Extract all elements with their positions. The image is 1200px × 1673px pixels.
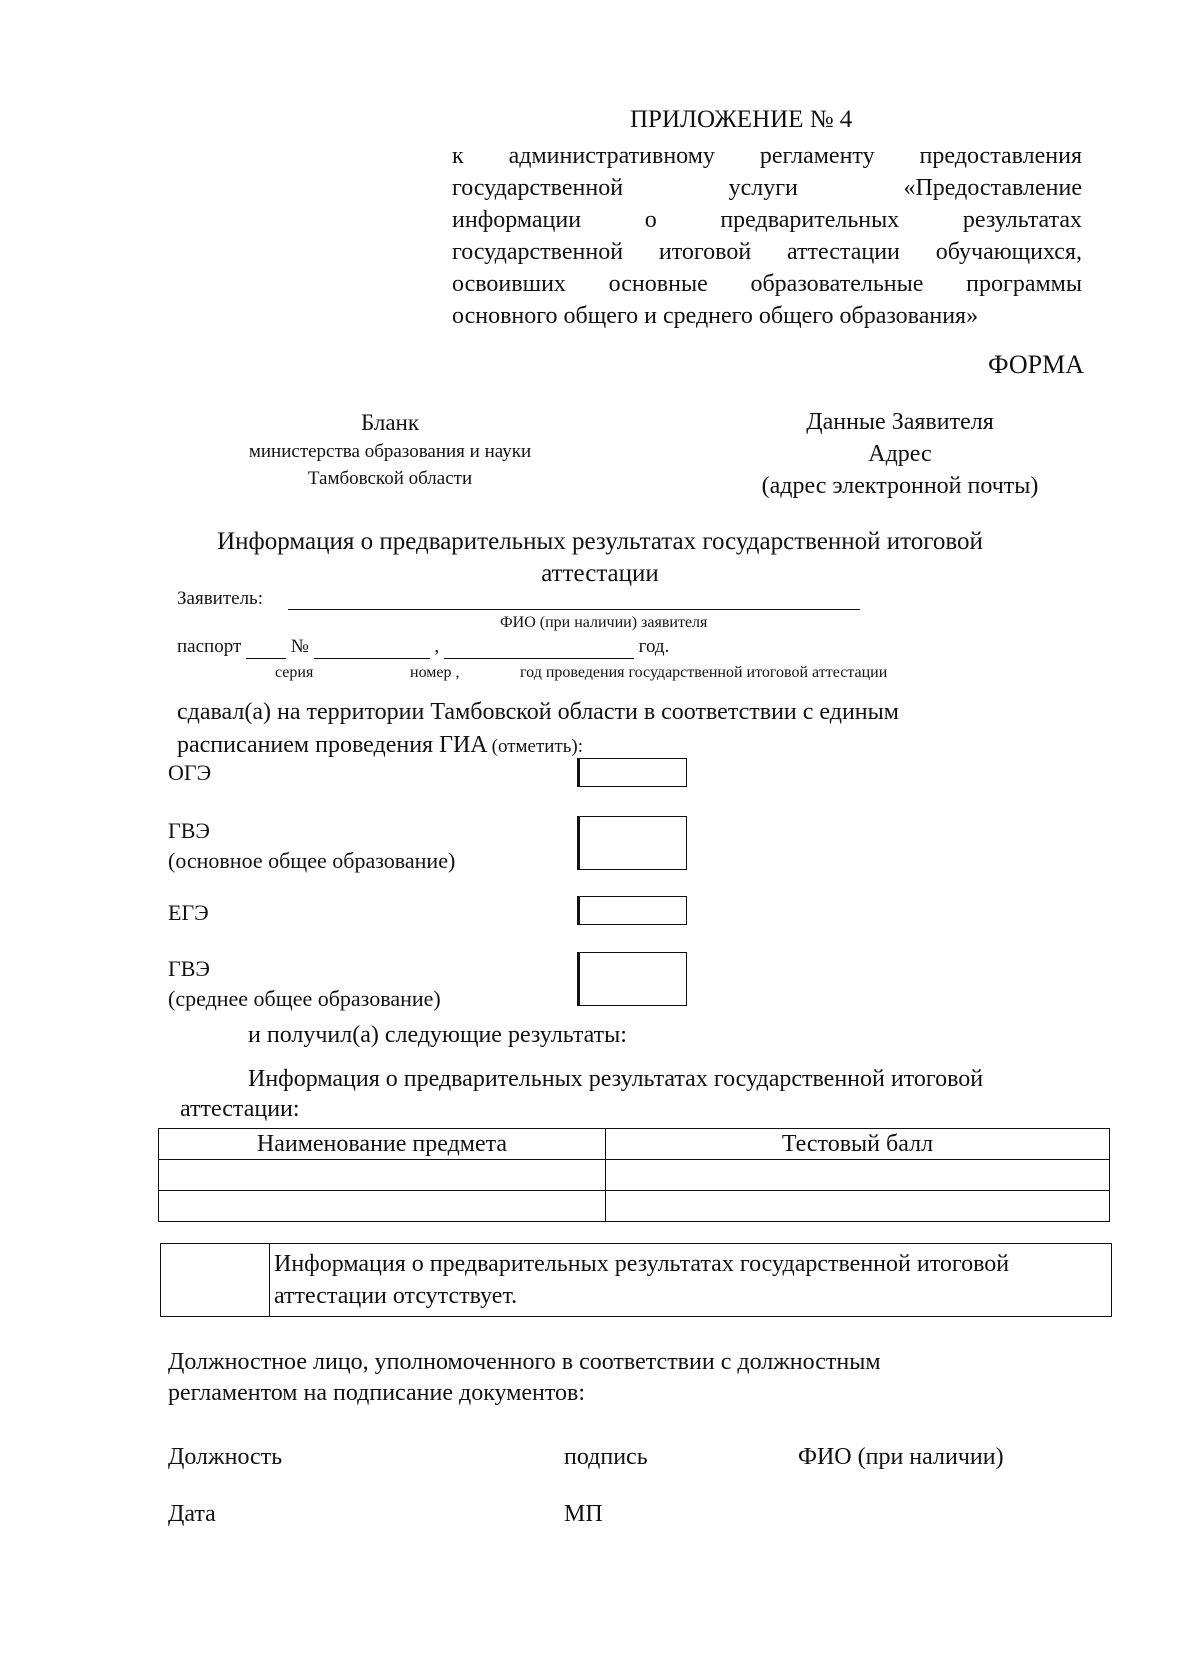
date-label: Дата: [168, 1501, 216, 1527]
appendix-line: государственной услуги «Предоставление: [452, 175, 1082, 201]
absent-text-cell: [270, 1244, 1112, 1317]
results-intro-line1: Информация о предварительных результатах государственной итоговой: [248, 1066, 984, 1092]
applicant-fio-caption: ФИО (при наличии) заявителя: [500, 614, 708, 631]
appendix-title: ПРИЛОЖЕНИЕ № 4: [630, 106, 853, 133]
official-line1: Должностное лицо, уполномоченного в соответствии с должностным: [168, 1349, 881, 1375]
ege-checkbox[interactable]: [577, 896, 687, 925]
caption-year: год проведения государственной итоговой аттестации: [520, 664, 888, 681]
exam-option-label: ГВЭ: [168, 956, 210, 981]
score-cell[interactable]: [605, 1191, 1109, 1222]
results-table: [158, 1128, 1110, 1222]
letterhead-title: Бланк: [360, 410, 420, 435]
exam-year-field[interactable]: [444, 636, 634, 659]
exam-option-sub: (среднее общее образование): [168, 986, 441, 1011]
form-label: ФОРМА: [988, 350, 1084, 379]
gve-basic-checkbox[interactable]: [577, 816, 687, 870]
absent-results-table: [160, 1243, 1112, 1317]
appendix-line: государственной итоговой аттестации обучающихся,: [452, 239, 1082, 265]
signature-label: подпись: [564, 1444, 648, 1470]
applicant-data-block: [700, 406, 1100, 502]
passport-comma: ,: [434, 636, 440, 657]
subject-cell[interactable]: [159, 1191, 606, 1222]
column-header-subject: Наименование предмета: [159, 1129, 606, 1160]
exam-intro-main: расписанием проведения ГИА: [177, 732, 488, 758]
letterhead-line: Тамбовской области: [307, 468, 473, 489]
stamp-label: МП: [564, 1501, 603, 1527]
letterhead-line: министерства образования и науки: [248, 441, 532, 462]
exam-option-label: ЕГЭ: [168, 900, 209, 925]
exam-option-label: ОГЭ: [168, 760, 212, 785]
appendix-line: освоивших основные образовательные программы: [452, 271, 1082, 297]
passport-row: [177, 636, 669, 659]
table-row: [159, 1191, 1110, 1222]
results-intro-line2: аттестации:: [180, 1096, 300, 1122]
absent-text-line: Информация о предварительных результатах государственной итоговой: [274, 1251, 1010, 1277]
caption-number: номер ,: [410, 664, 460, 681]
table-header-row: [159, 1129, 1110, 1160]
applicant-label: Заявитель:: [177, 588, 263, 609]
exam-option-oge: [168, 758, 211, 788]
exam-option-sub: (основное общее образование): [168, 848, 456, 873]
exam-intro-line1: сдавал(а) на территории Тамбовской области в соответствии с единым: [177, 699, 899, 725]
absent-checkbox-cell[interactable]: [161, 1244, 270, 1317]
exam-option-gve-basic: [168, 816, 455, 876]
passport-number-field[interactable]: [314, 636, 430, 659]
received-text: и получил(а) следующие результаты:: [248, 1022, 627, 1048]
applicant-email: (адрес электронной почты): [761, 473, 1039, 499]
applicant-fio-line[interactable]: [288, 609, 860, 610]
appendix-line: основного общего и среднего общего образования»: [452, 303, 979, 329]
absent-text-line: аттестации отсутствует.: [274, 1283, 518, 1309]
table-row: [161, 1244, 1112, 1317]
gve-secondary-checkbox[interactable]: [577, 952, 687, 1006]
letterhead-block: [190, 408, 590, 492]
passport-year-suffix: год.: [638, 636, 670, 657]
exam-intro-line2: [177, 732, 583, 759]
column-header-score: Тестовый балл: [605, 1129, 1109, 1160]
exam-option-gve-secondary: [168, 954, 441, 1014]
subject-cell[interactable]: [159, 1160, 606, 1191]
appendix-line: информации о предварительных результатах: [452, 207, 1082, 233]
passport-number-sign: №: [290, 636, 309, 657]
exam-option-label: ГВЭ: [168, 818, 210, 843]
appendix-description: [452, 140, 1082, 332]
table-row: [159, 1160, 1110, 1191]
caption-series: серия: [275, 664, 314, 681]
applicant-data-title: Данные Заявителя: [806, 409, 994, 435]
official-line2: регламентом на подписание документов:: [168, 1380, 586, 1406]
fio-label: ФИО (при наличии): [798, 1444, 1004, 1470]
passport-series-field[interactable]: [246, 636, 286, 659]
position-label: Должность: [168, 1444, 283, 1470]
appendix-line: к административному регламенту предоставления: [452, 143, 1082, 169]
document-title: Информация о предварительных результатах государственной итоговой аттестации: [217, 528, 983, 587]
score-cell[interactable]: [605, 1160, 1109, 1191]
exam-intro-note: (отметить):: [491, 736, 584, 757]
applicant-address: Адрес: [868, 441, 932, 467]
passport-label: паспорт: [177, 636, 242, 657]
exam-option-ege: [168, 898, 209, 928]
oge-checkbox[interactable]: [577, 758, 687, 787]
